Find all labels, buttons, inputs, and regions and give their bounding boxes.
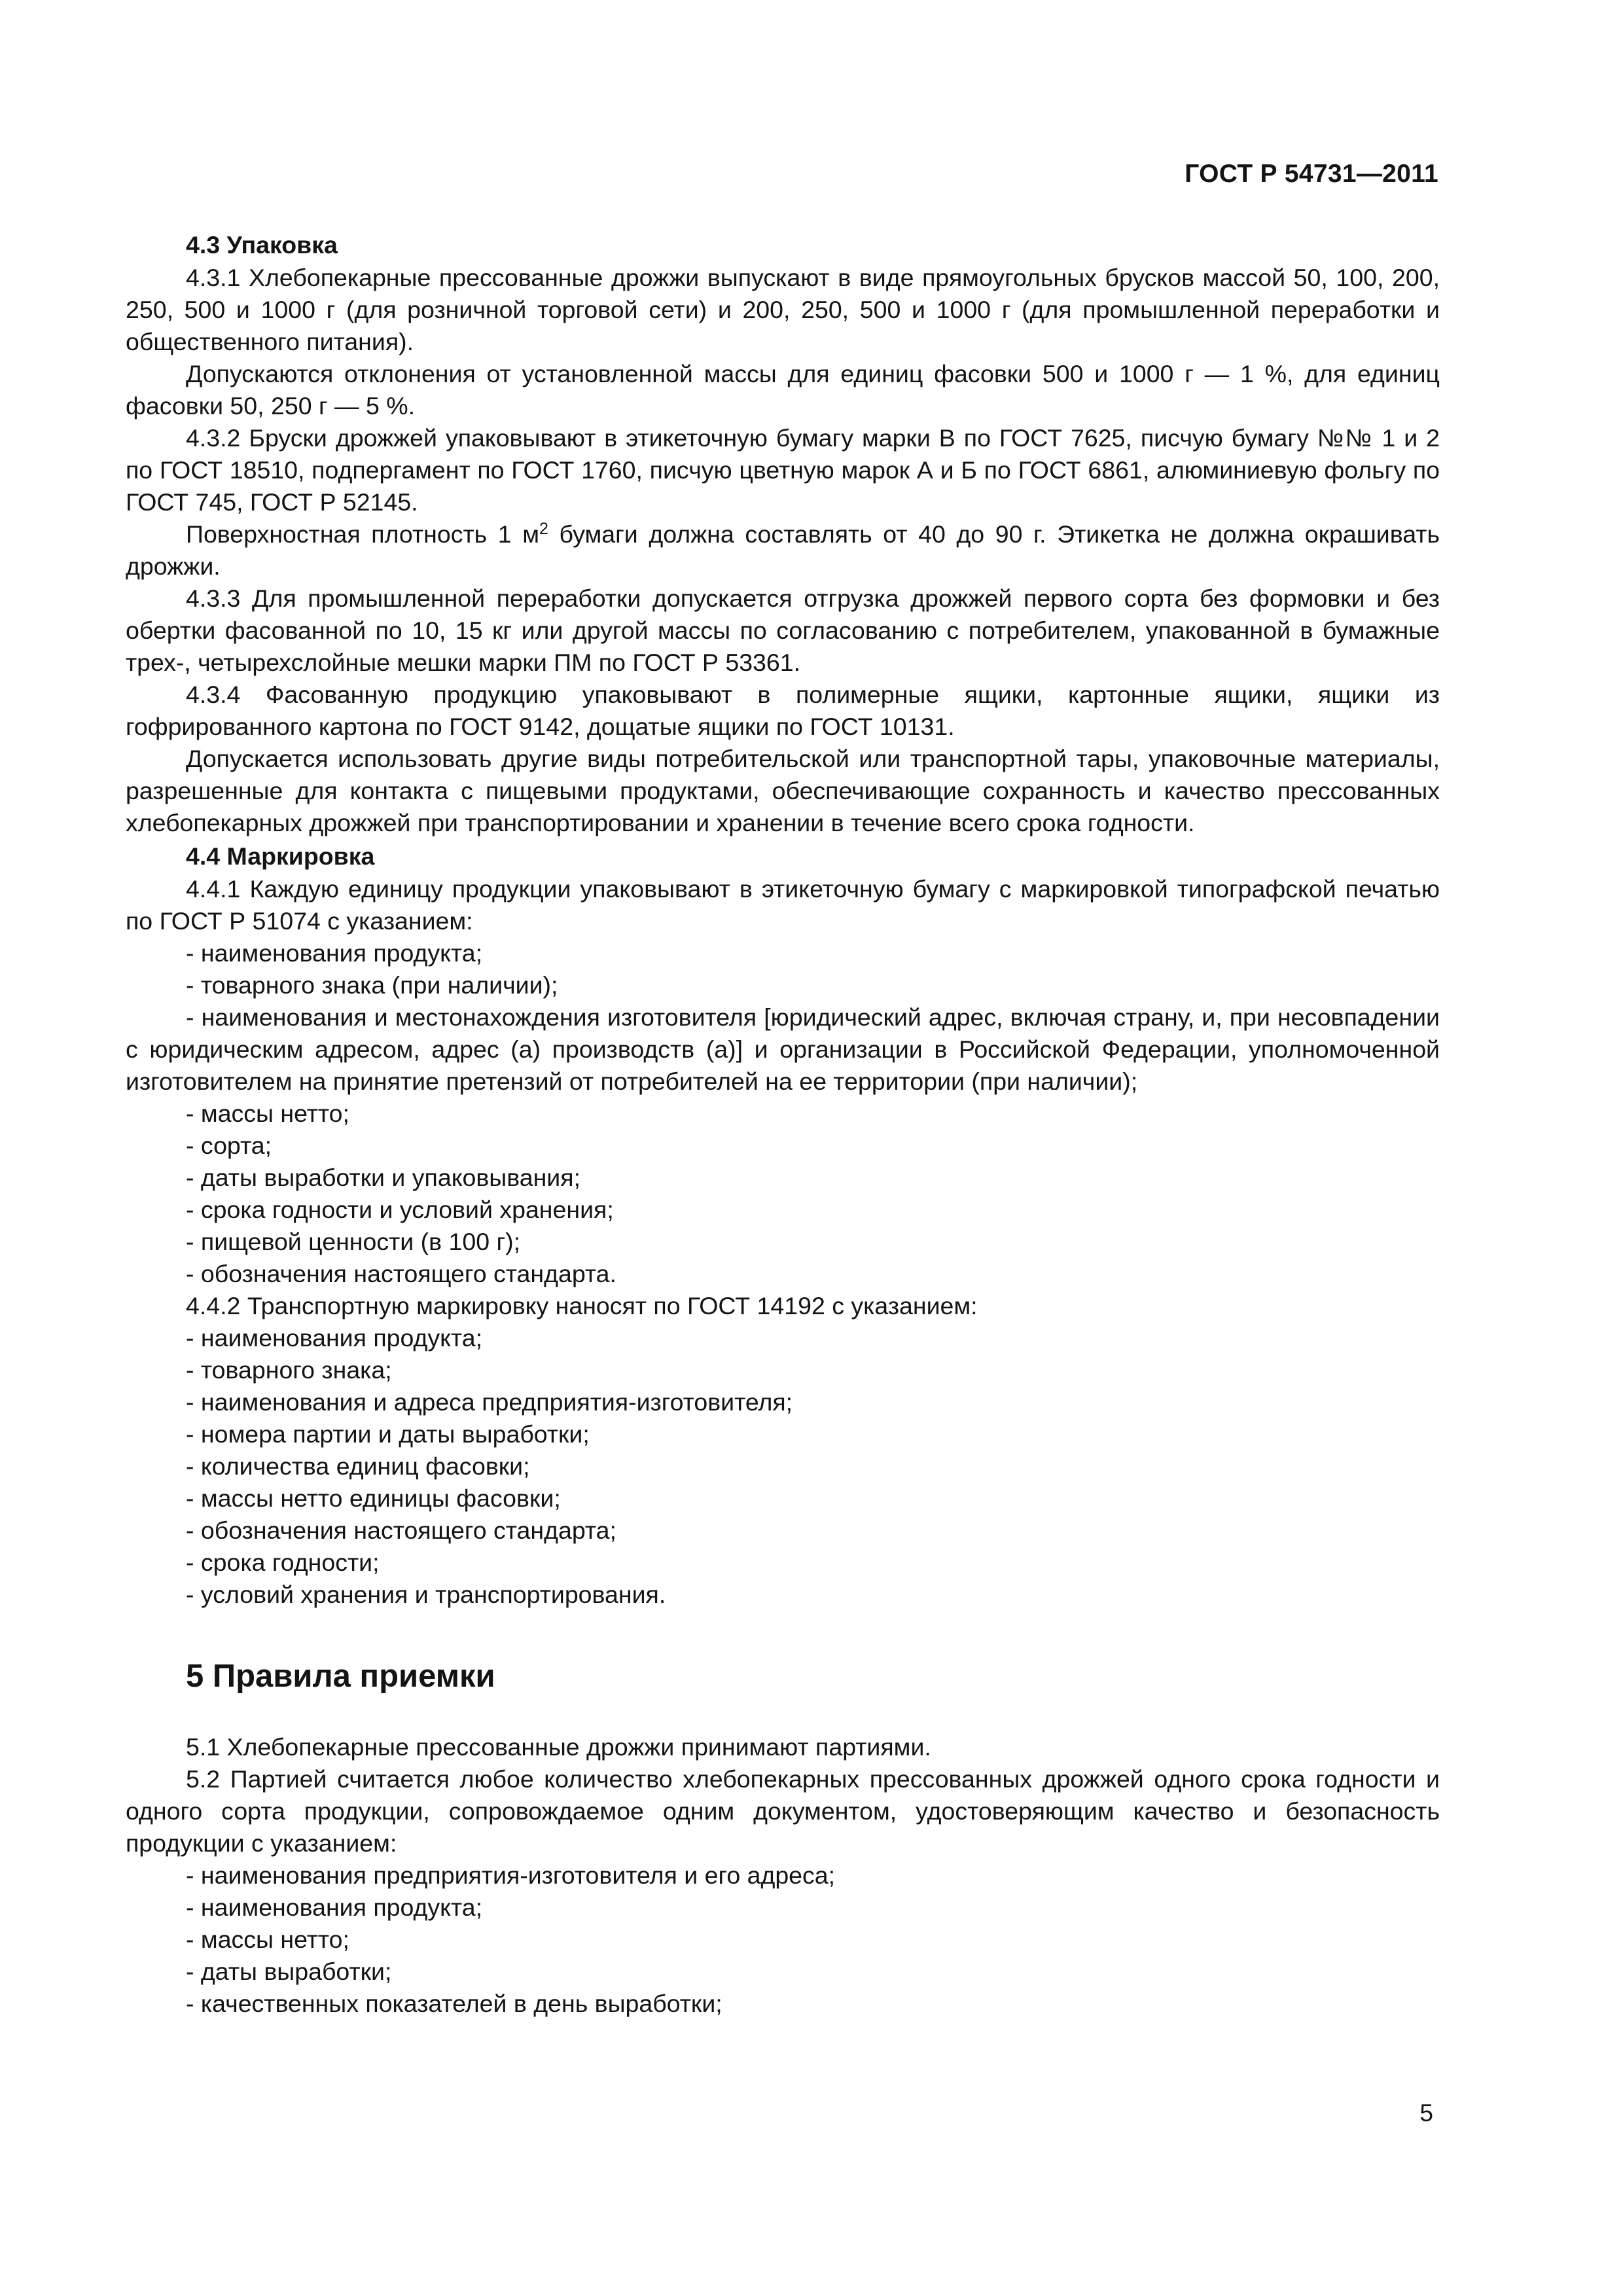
list-item: - наименования продукта; — [186, 939, 483, 967]
document-header: ГОСТ Р 54731—2011 — [1185, 160, 1438, 188]
list-item: - наименования продукта; — [186, 1893, 483, 1921]
density-text-a: Поверхностная плотность 1 м — [186, 520, 539, 548]
list-item: - условий хранения и транспортирования. — [186, 1581, 666, 1608]
paragraph-4-4-1: 4.4.1 Каждую единицу продукции упаковывают в этикеточную бумагу с маркировкой типографской печатью по ГОСТ Р 51074 с указанием: — [126, 875, 1440, 935]
list-item: - срока годности и условий хранения; — [186, 1196, 614, 1223]
list-item: - товарного знака; — [186, 1356, 392, 1384]
document-body — [126, 228, 1440, 2020]
list-item: - обозначения настоящего стандарта; — [186, 1516, 616, 1544]
paragraph-4-4-2: 4.4.2 Транспортную маркировку наносят по ГОСТ 14192 с указанием: — [186, 1292, 978, 1319]
section-4-3-title: 4.3 Упаковка — [186, 231, 338, 259]
paragraph-manufacturer-item: - наименования и местонахождения изготовителя [юридический адрес, включая страну, и, при несовпадении с юридическим адресом, адрес (а) производств (а)] и организации в Российской Федерации, уполномоченной изготовителем на принятие претензий от потребителей на ее территории (при наличии); — [126, 1003, 1440, 1095]
list-item: - срока годности; — [186, 1549, 380, 1576]
list-item: - количества единиц фасовки; — [186, 1452, 530, 1480]
paragraph-mass-tolerance: Допускаются отклонения от установленной массы для единиц фасовки 500 и 1000 г — 1 %, для единиц фасовки 50, 250 г — 5 %. — [126, 360, 1440, 420]
page-number: 5 — [1419, 2100, 1433, 2126]
list-item: - товарного знака (при наличии); — [186, 971, 558, 999]
list-item: - массы нетто единицы фасовки; — [186, 1484, 561, 1512]
list-item: - массы нетто; — [186, 1926, 349, 1953]
list-item: - сорта; — [186, 1132, 272, 1159]
list-item: - обозначения настоящего стандарта. — [186, 1260, 616, 1287]
list-item: - номера партии и даты выработки; — [186, 1420, 590, 1448]
list-item: - массы нетто; — [186, 1100, 349, 1127]
paragraph-5-1: 5.1 Хлебопекарные прессованные дрожжи принимают партиями. — [186, 1733, 931, 1761]
paragraph-5-2: 5.2 Партией считается любое количество хлебопекарных прессованных дрожжей одного срока годности и одного сорта продукции, сопровождаемое одним документом, удостоверяющим качество и безопасность продукции с указанием: — [126, 1765, 1440, 1857]
paragraph-paper-density — [126, 518, 1440, 583]
density-superscript: 2 — [539, 520, 548, 538]
section-5-title: 5 Правила приемки — [186, 1659, 495, 1694]
list-item: - качественных показателей в день выработки; — [186, 1990, 722, 2017]
paragraph-4-3-2: 4.3.2 Бруски дрожжей упаковывают в этикеточную бумагу марки В по ГОСТ 7625, писчую бумагу №№ 1 и 2 по ГОСТ 18510, подпергамент по ГОСТ 1760, писчую цветную марок А и Б по ГОСТ 6861, алюминиевую фольгу по ГОСТ 745, ГОСТ Р 52145. — [126, 424, 1440, 516]
list-item: - даты выработки; — [186, 1958, 392, 1985]
section-4-4-title: 4.4 Маркировка — [186, 842, 375, 870]
paragraph-4-3-4: 4.3.4 Фасованную продукцию упаковывают в полимерные ящики, картонные ящики, ящики из гофрированного картона по ГОСТ 9142, дощатые ящики по ГОСТ 10131. — [126, 681, 1440, 740]
paragraph-other-packaging: Допускается использовать другие виды потребительской или транспортной тары, упаковочные материалы, разрешенные для контакта с пищевыми продуктами, обеспечивающие сохранность и качество прессованных хлебопекарных дрожжей при транспортировании и хранении в течение всего срока годности. — [126, 745, 1440, 836]
list-item: - пищевой ценности (в 100 г); — [186, 1228, 521, 1255]
density-text-b: бумаги должна составлять от 40 до 90 г. Этикетка не должна окрашивать дрожжи. — [126, 520, 1440, 580]
list-item: - наименования предприятия-изготовителя и его адреса; — [186, 1861, 836, 1889]
paragraph-4-3-1: 4.3.1 Хлебопекарные прессованные дрожжи выпускают в виде прямоугольных брусков массой 50, 100, 200, 250, 500 и 1000 г (для розничной торговой сети) и 200, 250, 500 и 1000 г (для промышленной переработки и общественного питания). — [126, 264, 1440, 355]
paragraph-4-3-3: 4.3.3 Для промышленной переработки допускается отгрузка дрожжей первого сорта без формовки и без обертки фасованной по 10, 15 кг или другой массы по согласованию с потребителем, упакованной в бумажные трех-, четырехслойные мешки марки ПМ по ГОСТ Р 53361. — [126, 584, 1440, 676]
list-item: - наименования и адреса предприятия-изготовителя; — [186, 1388, 793, 1416]
list-item: - наименования продукта; — [186, 1324, 483, 1352]
list-item: - даты выработки и упаковывания; — [186, 1164, 580, 1191]
